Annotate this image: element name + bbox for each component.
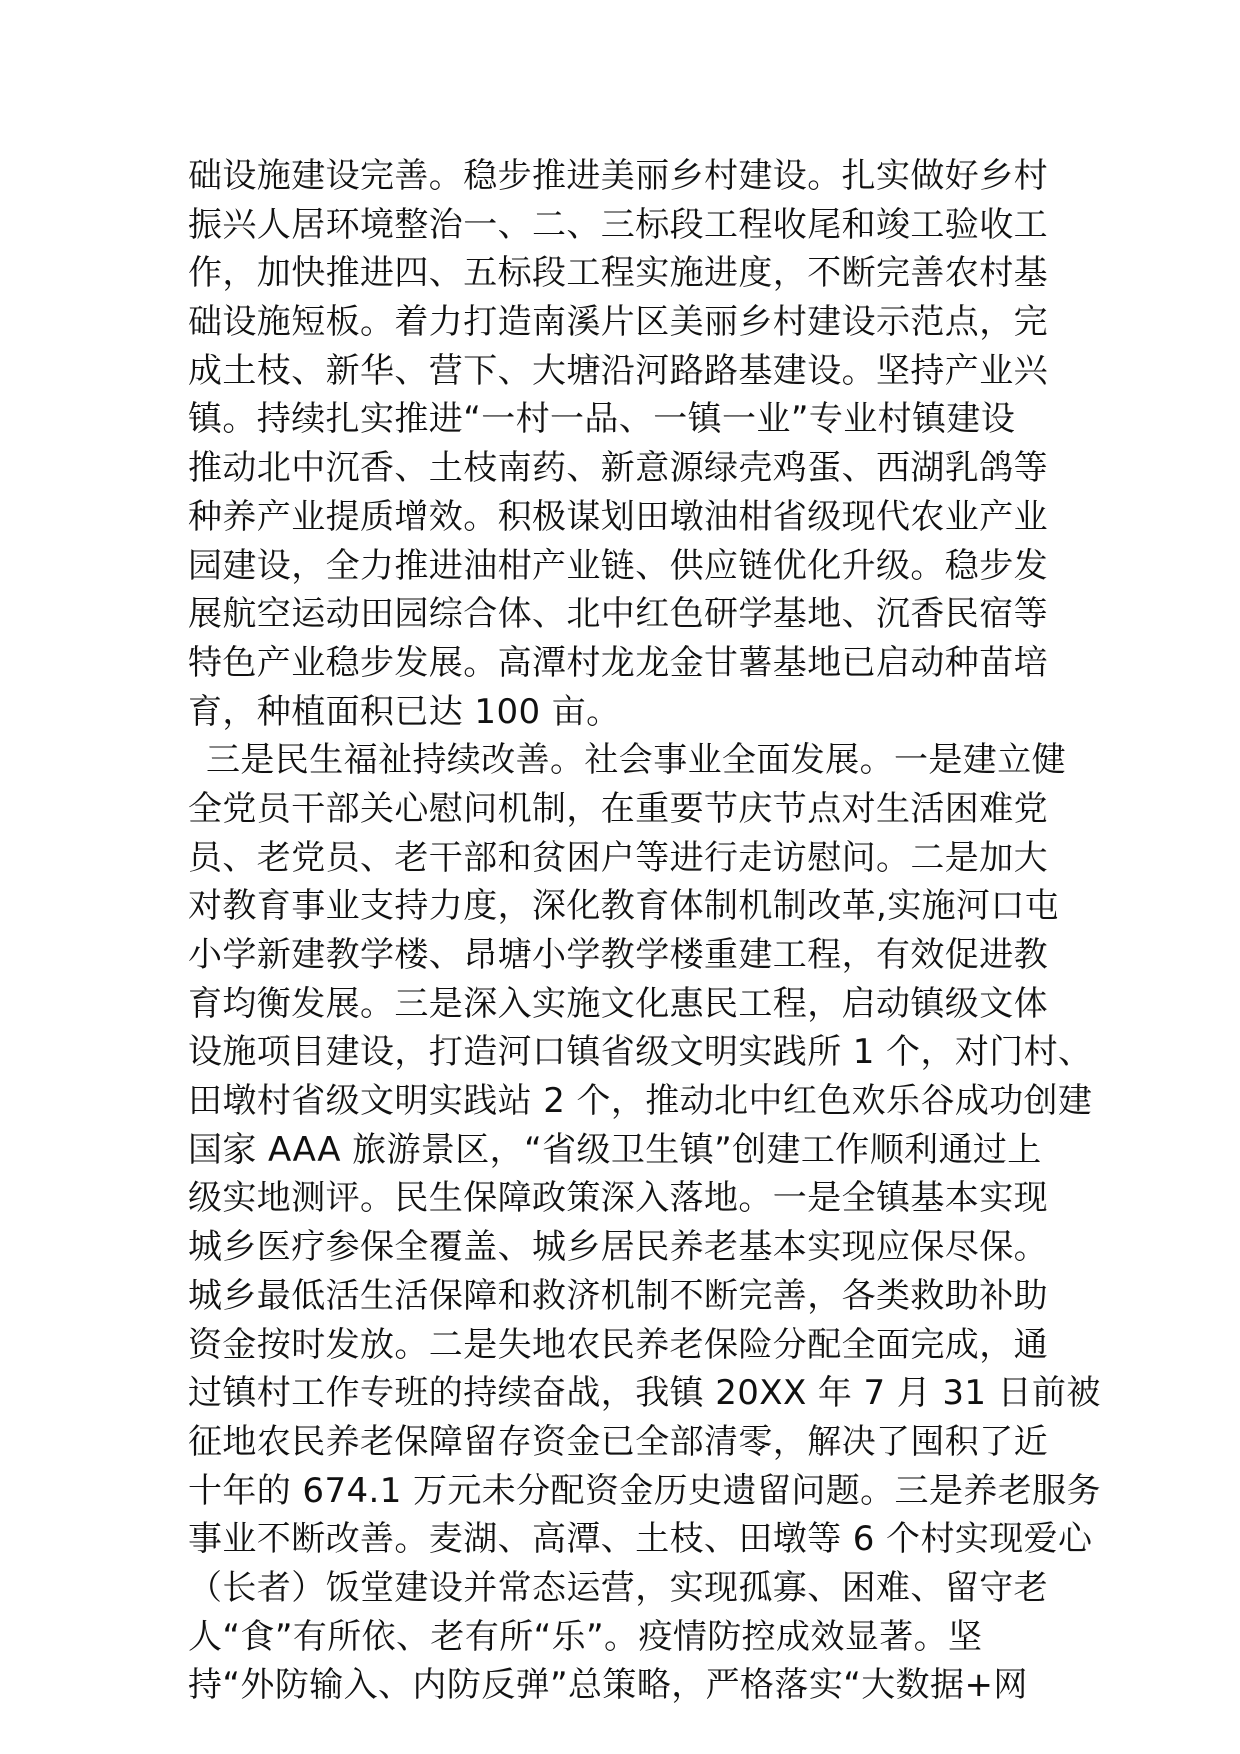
text-line: 园建设，全力推进油柑产业链、供应链优化升级。稳步发 — [188, 545, 1048, 586]
text-line: 振兴人居环境整治一、二、三标段工程收尾和竣工验收工 — [188, 204, 1048, 245]
document-body-text — [188, 152, 1101, 1710]
text-line: （长者）饭堂建设并常态运营，实现孤寡、困难、留守老 — [188, 1567, 1048, 1608]
text-line: 础设施短板。着力打造南溪片区美丽乡村建设示范点，完 — [188, 302, 1048, 343]
text-line: 种养产业提质增效。积极谋划田墩油柑省级现代农业产业 — [188, 496, 1048, 537]
text-line: 成土枝、新华、营下、大塘沿河路路基建设。坚持产业兴 — [188, 350, 1048, 391]
text-line: 设施项目建设，打造河口镇省级文明实践所 1 个，对门村、 — [188, 1032, 1093, 1073]
text-line: 镇。持续扎实推进“一村一品、一镇一业”专业村镇建设 — [188, 399, 1016, 440]
text-line: 员、老党员、老干部和贫困户等进行走访慰问。二是加大 — [188, 837, 1048, 878]
text-line: 城乡医疗参保全覆盖、城乡居民养老基本实现应保尽保。 — [188, 1227, 1048, 1268]
text-line: 对教育事业支持力度，深化教育体制机制改革,实施河口屯 — [188, 886, 1060, 927]
text-line: 持“外防输入、内防反弹”总策略，严格落实“大数据+网 — [188, 1665, 1028, 1706]
text-line: 国家 AAA 旅游景区，“省级卫生镇”创建工作顺利通过上 — [188, 1129, 1042, 1170]
text-line: 田墩村省级文明实践站 2 个，推动北中红色欢乐谷成功创建 — [188, 1081, 1093, 1122]
text-line: 础设施建设完善。稳步推进美丽乡村建设。扎实做好乡村 — [188, 156, 1048, 196]
text-line: 事业不断改善。麦湖、高潭、土枝、田墩等 6 个村实现爱心 — [188, 1519, 1093, 1560]
text-line: 特色产业稳步发展。高潭村龙龙金甘薯基地已启动种苗培 — [188, 642, 1048, 683]
text-line: 全党员干部关心慰问机制，在重要节庆节点对生活困难党 — [188, 788, 1048, 829]
text-line: 小学新建教学楼、昂塘小学教学楼重建工程，有效促进教 — [188, 935, 1048, 975]
text-line: 城乡最低活生活保障和救济机制不断完善，各类救助补助 — [188, 1275, 1048, 1316]
text-line: 育均衡发展。三是深入实施文化惠民工程，启动镇级文体 — [188, 983, 1048, 1024]
text-line: 十年的 674.1 万元未分配资金历史遗留问题。三是养老服务 — [188, 1470, 1101, 1511]
text-line: 征地农民养老保障留存资金已全部清零，解决了囤积了近 — [188, 1421, 1048, 1462]
text-line: 作，加快推进四、五标段工程实施进度，不断完善农村基 — [188, 253, 1048, 294]
text-line: 过镇村工作专班的持续奋战，我镇 20XX 年 7 月 31 日前被 — [188, 1373, 1101, 1414]
text-line: 资金按时发放。二是失地农民养老保险分配全面完成，通 — [188, 1324, 1048, 1365]
text-line: 育，种植面积已达 100 亩。 — [188, 691, 621, 732]
text-line: 展航空运动田园综合体、北中红色研学基地、沉香民宿等 — [188, 594, 1048, 635]
text-line: 级实地测评。民生保障政策深入落地。一是全镇基本实现 — [188, 1178, 1048, 1219]
text-line: 推动北中沉香、土枝南药、新意源绿壳鸡蛋、西湖乳鸽等 — [188, 448, 1048, 489]
text-line: 人“食”有所依、老有所“乐”。疫情防控成效显著。坚 — [188, 1616, 983, 1657]
paragraph-start-line: 三是民生福祉持续改善。社会事业全面发展。一是建立健 — [206, 740, 1066, 781]
